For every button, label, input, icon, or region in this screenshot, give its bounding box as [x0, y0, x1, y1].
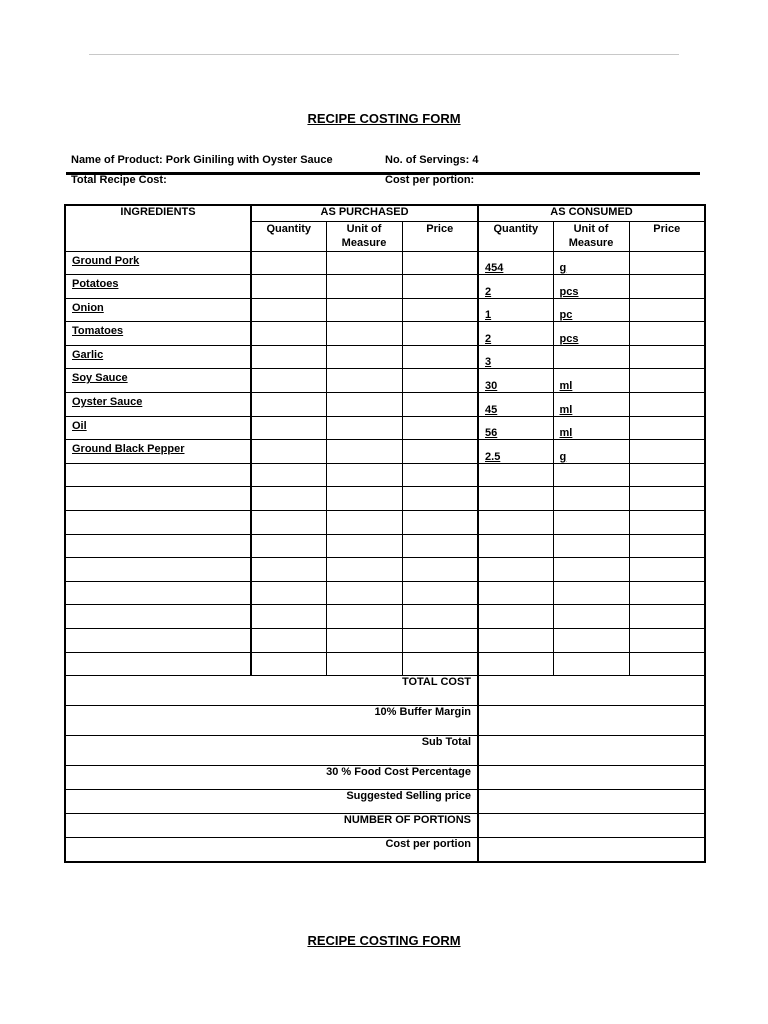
ingredient-name: Garlic	[65, 345, 251, 369]
ingredient-name	[65, 463, 251, 487]
ac-unit-cell	[553, 652, 629, 676]
ap-unit-cell	[326, 322, 402, 346]
ac-unit-header: Unit of Measure	[553, 221, 629, 251]
ac-price-header: Price	[629, 221, 705, 251]
ac-price-cell	[629, 345, 705, 369]
ac-price-cell	[629, 558, 705, 582]
ac-unit-cell	[553, 629, 629, 653]
ingredient-row	[65, 440, 705, 464]
ingredient-name: Onion	[65, 298, 251, 322]
ap-unit-cell	[326, 393, 402, 417]
ac-price-cell	[629, 369, 705, 393]
ap-unit-cell	[326, 581, 402, 605]
ac-price-cell	[629, 581, 705, 605]
ap-unit-cell	[326, 251, 402, 275]
ingredient-row	[65, 605, 705, 629]
ac-quantity-cell	[478, 534, 553, 558]
ingredient-row	[65, 652, 705, 676]
ap-unit-cell	[326, 463, 402, 487]
ac-quantity-cell: 2	[478, 322, 553, 346]
costing-table	[64, 204, 706, 863]
ap-quantity-cell	[251, 629, 326, 653]
ingredient-row	[65, 487, 705, 511]
ap-quantity-cell	[251, 369, 326, 393]
second-form-title: RECIPE COSTING FORM	[307, 933, 461, 948]
summary-value-cell	[478, 676, 705, 706]
ap-quantity-cell	[251, 440, 326, 464]
ap-price-cell	[402, 345, 478, 369]
ap-unit-cell	[326, 416, 402, 440]
ac-price-cell	[629, 251, 705, 275]
ac-unit-cell: g	[553, 440, 629, 464]
ap-price-cell	[402, 652, 478, 676]
summary-value-cell	[478, 790, 705, 814]
ap-quantity-cell	[251, 487, 326, 511]
ap-unit-header: Unit of Measure	[326, 221, 402, 251]
summary-value-cell	[478, 736, 705, 766]
ingredient-name	[65, 581, 251, 605]
ingredient-name: Tomatoes	[65, 322, 251, 346]
ap-price-cell	[402, 487, 478, 511]
ac-quantity-cell: 454	[478, 251, 553, 275]
summary-row	[65, 736, 705, 766]
summary-row	[65, 766, 705, 790]
ap-quantity-cell	[251, 463, 326, 487]
summary-label: TOTAL COST	[65, 676, 478, 706]
ingredient-name: Oyster Sauce	[65, 393, 251, 417]
ac-unit-cell: ml	[553, 369, 629, 393]
ac-price-cell	[629, 487, 705, 511]
ingredient-name	[65, 629, 251, 653]
summary-row	[65, 838, 705, 862]
ingredient-row	[65, 275, 705, 299]
ac-quantity-cell	[478, 558, 553, 582]
ac-unit-cell	[553, 534, 629, 558]
ac-unit-cell	[553, 581, 629, 605]
ap-quantity-cell	[251, 511, 326, 535]
summary-value-cell	[478, 814, 705, 838]
ingredient-name: Oil	[65, 416, 251, 440]
ac-quantity-cell: 1	[478, 298, 553, 322]
ingredient-row	[65, 463, 705, 487]
ac-quantity-cell: 45	[478, 393, 553, 417]
ap-price-cell	[402, 298, 478, 322]
summary-label: NUMBER OF PORTIONS	[65, 814, 478, 838]
ac-quantity-cell: 56	[478, 416, 553, 440]
form-title: RECIPE COSTING FORM	[307, 111, 461, 126]
ac-price-cell	[629, 298, 705, 322]
ap-price-cell	[402, 251, 478, 275]
ac-price-cell	[629, 511, 705, 535]
ac-unit-cell	[553, 558, 629, 582]
ap-unit-cell	[326, 440, 402, 464]
page-top-rule	[89, 54, 679, 55]
ingredient-row	[65, 369, 705, 393]
as-consumed-header: AS CONSUMED	[478, 205, 705, 221]
ac-quantity-cell	[478, 629, 553, 653]
ingredient-name	[65, 558, 251, 582]
ap-price-cell	[402, 416, 478, 440]
ingredient-row	[65, 345, 705, 369]
ap-quantity-cell	[251, 534, 326, 558]
ac-quantity-header: Quantity	[478, 221, 553, 251]
ingredient-row	[65, 511, 705, 535]
ac-quantity-cell: 3	[478, 345, 553, 369]
ap-quantity-cell	[251, 393, 326, 417]
ac-quantity-cell: 30	[478, 369, 553, 393]
ingredient-row	[65, 581, 705, 605]
summary-row	[65, 676, 705, 706]
summary-label: 10% Buffer Margin	[65, 706, 478, 736]
ap-unit-cell	[326, 652, 402, 676]
ac-unit-cell: ml	[553, 416, 629, 440]
ap-unit-cell	[326, 345, 402, 369]
ac-price-cell	[629, 629, 705, 653]
ap-price-cell	[402, 581, 478, 605]
ingredient-name: Soy Sauce	[65, 369, 251, 393]
ap-price-cell	[402, 558, 478, 582]
summary-value-cell	[478, 838, 705, 862]
ingredient-row	[65, 251, 705, 275]
cost-per-portion-label: Cost per portion:	[385, 174, 475, 186]
summary-row	[65, 814, 705, 838]
ap-price-cell	[402, 629, 478, 653]
ap-unit-cell	[326, 629, 402, 653]
ap-price-cell	[402, 275, 478, 299]
ac-price-cell	[629, 652, 705, 676]
ingredient-row	[65, 393, 705, 417]
ac-unit-cell: pc	[553, 298, 629, 322]
ingredient-row	[65, 534, 705, 558]
ingredient-row	[65, 629, 705, 653]
as-purchased-header: AS PURCHASED	[251, 205, 478, 221]
ac-price-cell	[629, 275, 705, 299]
ap-unit-cell	[326, 487, 402, 511]
ap-quantity-cell	[251, 298, 326, 322]
ap-unit-cell	[326, 534, 402, 558]
ac-unit-cell: pcs	[553, 275, 629, 299]
summary-value-cell	[478, 766, 705, 790]
ac-unit-cell	[553, 345, 629, 369]
summary-label: Sub Total	[65, 736, 478, 766]
ap-price-cell	[402, 322, 478, 346]
ingredient-name	[65, 487, 251, 511]
ac-quantity-cell	[478, 581, 553, 605]
ac-quantity-cell: 2	[478, 275, 553, 299]
ac-quantity-cell	[478, 487, 553, 511]
total-recipe-cost-label: Total Recipe Cost:	[71, 174, 167, 186]
ac-price-cell	[629, 440, 705, 464]
ap-price-cell	[402, 393, 478, 417]
ingredient-name	[65, 511, 251, 535]
ap-quantity-cell	[251, 322, 326, 346]
ap-quantity-cell	[251, 345, 326, 369]
ac-price-cell	[629, 416, 705, 440]
product-name-label: Name of Product: Pork Giniling with Oyster Sauce	[71, 154, 333, 166]
ap-quantity-header: Quantity	[251, 221, 326, 251]
ingredient-row	[65, 298, 705, 322]
ingredient-row	[65, 416, 705, 440]
ap-quantity-cell	[251, 605, 326, 629]
summary-value-cell	[478, 706, 705, 736]
summary-label: Suggested Selling price	[65, 790, 478, 814]
ac-unit-cell	[553, 511, 629, 535]
summary-label: Cost per portion	[65, 838, 478, 862]
ap-unit-cell	[326, 558, 402, 582]
ap-unit-cell	[326, 369, 402, 393]
ap-unit-cell	[326, 275, 402, 299]
ac-quantity-cell	[478, 652, 553, 676]
summary-row	[65, 790, 705, 814]
ingredient-row	[65, 322, 705, 346]
ap-price-header: Price	[402, 221, 478, 251]
summary-row	[65, 706, 705, 736]
ap-unit-cell	[326, 605, 402, 629]
ingredient-name	[65, 534, 251, 558]
ingredient-name: Potatoes	[65, 275, 251, 299]
ac-unit-cell: pcs	[553, 322, 629, 346]
ap-price-cell	[402, 605, 478, 629]
ac-unit-cell: g	[553, 251, 629, 275]
ap-price-cell	[402, 511, 478, 535]
ac-price-cell	[629, 463, 705, 487]
ap-unit-cell	[326, 298, 402, 322]
ap-quantity-cell	[251, 581, 326, 605]
summary-label: 30 % Food Cost Percentage	[65, 766, 478, 790]
ingredient-name	[65, 652, 251, 676]
ingredients-header: INGREDIENTS	[65, 205, 251, 251]
ap-unit-cell	[326, 511, 402, 535]
ac-price-cell	[629, 534, 705, 558]
ap-quantity-cell	[251, 416, 326, 440]
ingredient-name: Ground Pork	[65, 251, 251, 275]
ac-quantity-cell	[478, 605, 553, 629]
servings-label: No. of Servings: 4	[385, 154, 479, 166]
ac-price-cell	[629, 322, 705, 346]
ap-price-cell	[402, 369, 478, 393]
ac-quantity-cell	[478, 463, 553, 487]
ap-price-cell	[402, 463, 478, 487]
ap-price-cell	[402, 534, 478, 558]
ac-price-cell	[629, 393, 705, 417]
ap-price-cell	[402, 440, 478, 464]
ap-quantity-cell	[251, 558, 326, 582]
ac-quantity-cell: 2.5	[478, 440, 553, 464]
ac-unit-cell: ml	[553, 393, 629, 417]
ap-quantity-cell	[251, 652, 326, 676]
ac-unit-cell	[553, 487, 629, 511]
ac-price-cell	[629, 605, 705, 629]
ac-quantity-cell	[478, 511, 553, 535]
ingredient-name: Ground Black Pepper	[65, 440, 251, 464]
ac-unit-cell	[553, 605, 629, 629]
ap-quantity-cell	[251, 275, 326, 299]
ingredient-name	[65, 605, 251, 629]
ap-quantity-cell	[251, 251, 326, 275]
ac-unit-cell	[553, 463, 629, 487]
ingredient-row	[65, 558, 705, 582]
